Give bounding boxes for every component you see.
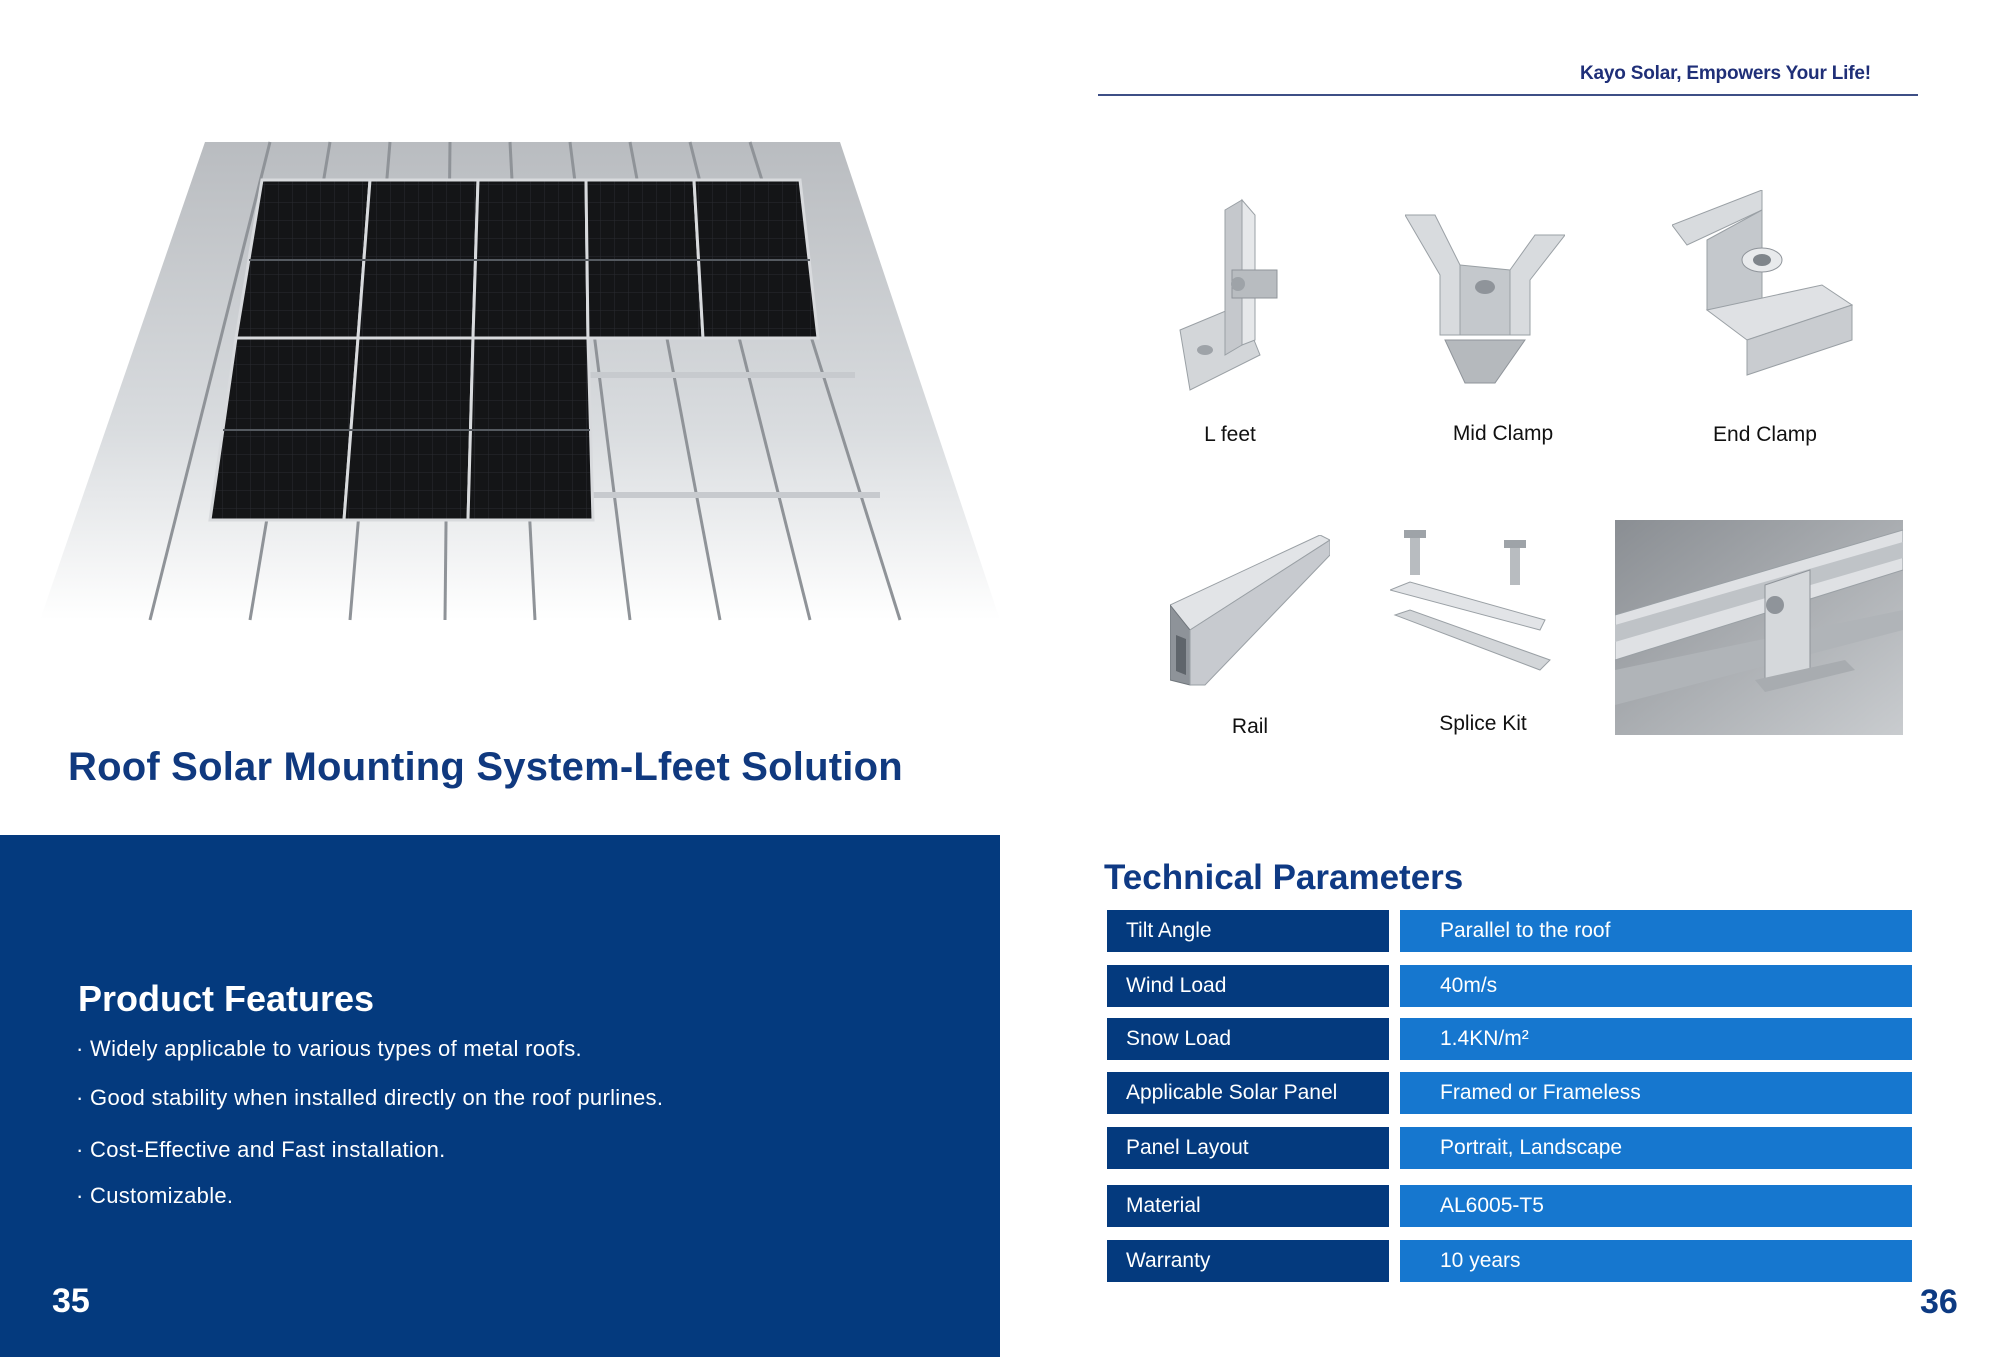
component-label: L feet [1204,423,1256,446]
page-number-right: 36 [1920,1283,1958,1321]
component-label: End Clamp [1713,423,1817,446]
component-label: Splice Kit [1439,712,1527,735]
component-label: Rail [1231,715,1269,738]
param-label: Warranty [1107,1240,1389,1282]
param-value: Portrait, Landscape [1400,1127,1912,1169]
l-feet-icon [1170,195,1290,395]
page-number-left: 35 [52,1282,90,1320]
param-value: Parallel to the roof [1400,910,1912,952]
header-divider [1098,94,1918,96]
param-label: Snow Load [1107,1018,1389,1060]
page-title: Roof Solar Mounting System-Lfeet Solution [68,745,903,789]
param-value: 10 years [1400,1240,1912,1282]
param-label: Tilt Angle [1107,910,1389,952]
tech-params-heading: Technical Parameters [1104,858,1464,897]
splice-kit-icon [1390,530,1555,680]
features-heading: Product Features [78,978,375,1019]
param-label: Panel Layout [1107,1127,1389,1169]
end-clamp-icon [1672,190,1857,390]
param-value: AL6005-T5 [1400,1185,1912,1227]
param-label: Material [1107,1185,1389,1227]
param-value: 1.4KN/m² [1400,1018,1912,1060]
param-value: 40m/s [1400,965,1912,1007]
component-label: Mid Clamp [1452,422,1554,445]
roof-solar-array-image [40,130,1000,630]
feature-item: · Cost-Effective and Fast installation. [76,1137,446,1162]
feature-item: · Widely applicable to various types of metal roofs. [76,1036,582,1061]
feature-item: · Customizable. [76,1183,234,1208]
param-label: Applicable Solar Panel [1107,1072,1389,1114]
brand-tagline: Kayo Solar, Empowers Your Life! [1580,63,1871,84]
param-label: Wind Load [1107,965,1389,1007]
installed-rail-photo [1615,520,1903,735]
rail-icon [1170,535,1330,690]
param-value: Framed or Frameless [1400,1072,1912,1114]
mid-clamp-icon [1405,205,1565,390]
feature-item: · Good stability when installed directly on the roof purlines. [76,1085,664,1110]
